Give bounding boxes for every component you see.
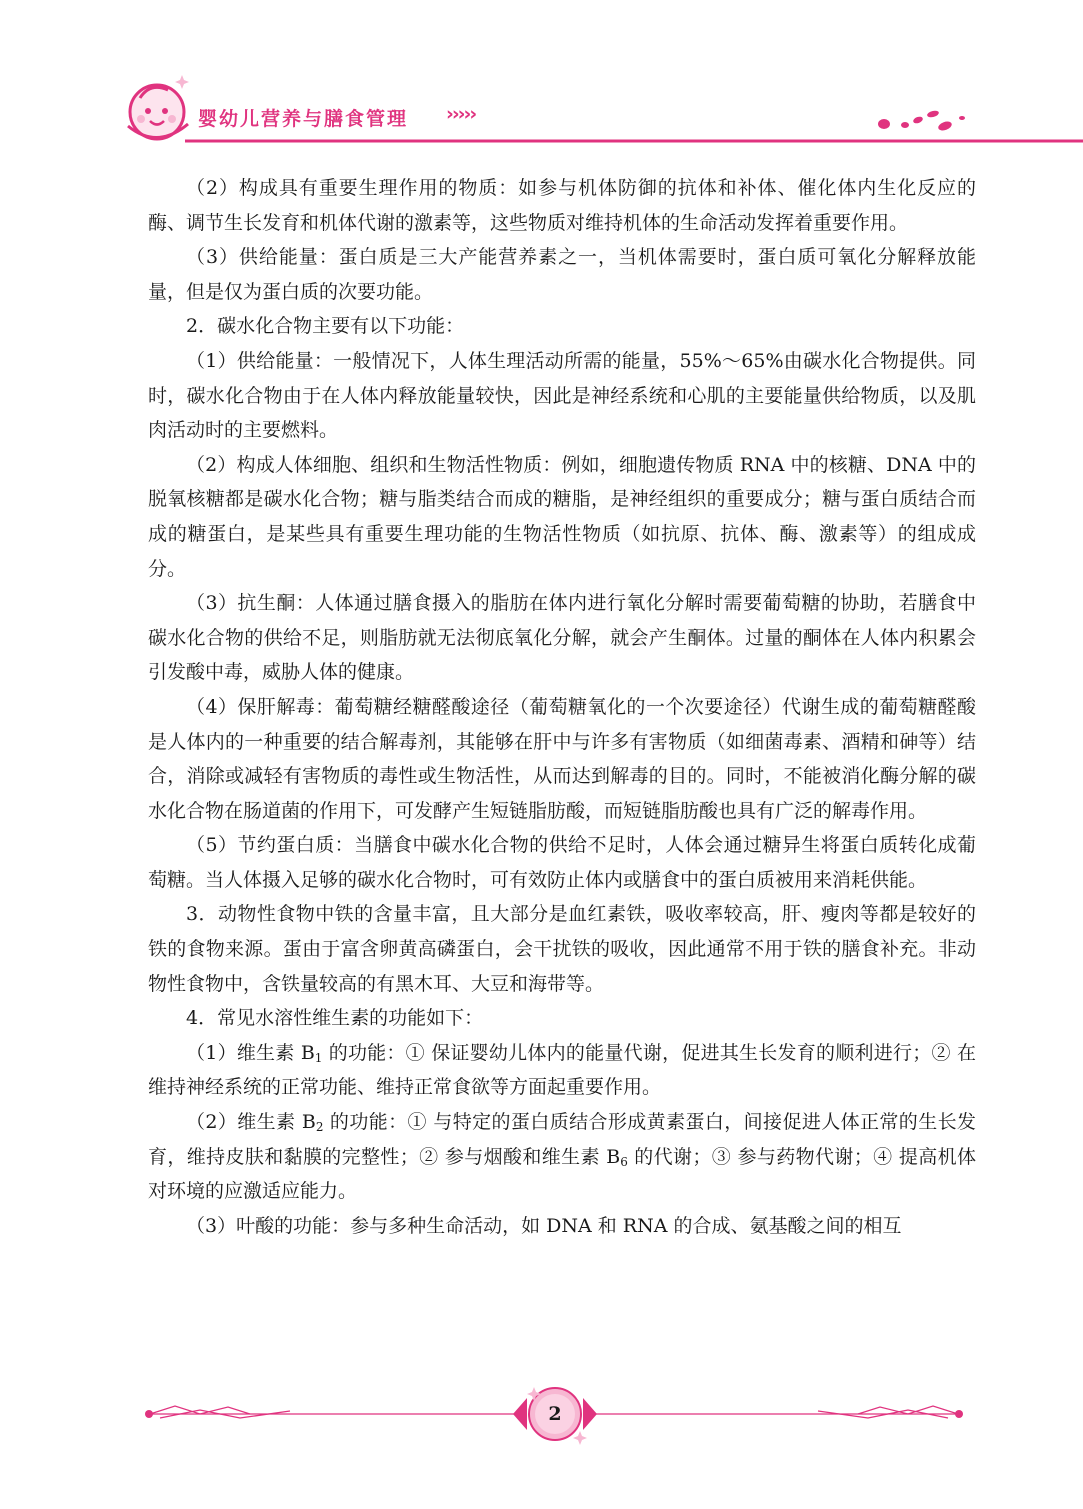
paragraph-text: 的功能：① 保证婴幼儿体内的能量代谢，促进其生长发育的顺利进行；② 在维持神经系统的正常功能、维持正常食欲等方面起重要作用。: [148, 1041, 976, 1099]
paragraph-text: （3）供给能量：蛋白质是三大产能营养素之一，当机体需要时，蛋白质可氧化分解释放能量，但是仅为蛋白质的次要功能。: [148, 246, 976, 303]
paragraph-text: （2）构成具有重要生理作用的物质：如参与机体防御的抗体和补体、催化体内生化反应的酶、调节生长发育和机体代谢的激素等，这些物质对维持机体的生命活动发挥着重要作用。: [148, 177, 976, 234]
paragraph-text: （3）叶酸的功能：参与多种生命活动，如 DNA 和 RNA 的合成、氨基酸之间的相互: [186, 1214, 902, 1237]
paragraph-text: 3．动物性食物中铁的含量丰富，且大部分是血红素铁，吸收率较高，肝、瘦肉等都是较好的铁的食物来源。蛋由于富含卵黄高磷蛋白，会干扰铁的吸收，因此通常不用于铁的膳食补充。非动物性食物中，含铁量较高的有黑木耳、大豆和海带等。: [148, 903, 976, 995]
page-number: 2: [548, 1403, 562, 1425]
chevron-arrows-icon: ›››››: [446, 103, 476, 125]
paragraph-text: （1）供给能量：一般情况下，人体生理活动所需的能量，55%～65%由碳水化合物提供。同时，碳水化合物由于在人体内释放能量较快，因此是神经系统和心肌的主要能量供给物质，以及肌肉活动时的主要燃料。: [148, 349, 976, 442]
petal-decoration-icon: [878, 110, 965, 133]
header-decoration: [0, 0, 1083, 150]
paragraph-text: （3）抗生酮：人体通过膳食摄入的脂肪在体内进行氧化分解时需要葡萄糖的协助，若膳食中碳水化合物的供给不足，则脂肪就无法彻底氧化分解，就会产生酮体。过量的酮体在人体内积累会引发酸中毒，威胁人体的健康。: [148, 592, 976, 684]
paragraph-text: （1）维生素 B: [186, 1041, 315, 1064]
subscript: 6: [620, 1154, 628, 1169]
paragraph: [148, 1001, 976, 1036]
paragraph: [148, 828, 976, 897]
paragraph: [148, 897, 976, 1001]
page-header: [0, 0, 1083, 150]
paragraph: [148, 171, 976, 240]
paragraph-text: 的代谢；③ 参与药物代谢；④ 提高机体对环境的应激适应能力。: [148, 1145, 977, 1203]
baby-logo-icon: [128, 75, 189, 139]
subscript: 2: [315, 1120, 324, 1135]
book-title: 婴幼儿营养与膳食管理: [198, 108, 409, 130]
paragraph-text: （2）维生素 B: [186, 1111, 316, 1134]
paragraph-text: 的功能：① 与特定的蛋白质结合形成黄素蛋白，间接促进人体正常的生长发育，维持皮肤和黏膜的完整性；② 参与烟酸和维生素 B: [148, 1111, 976, 1168]
paragraph-text: （2）构成人体细胞、组织和生物活性物质：例如，细胞遗传物质 RNA 中的核糖、DNA 中的脱氧核糖都是碳水化合物；糖与脂类结合而成的糖脂，是神经组织的重要成分；糖与蛋白质结合而成的糖蛋白，是某些具有重要生理功能的生物活性物质（如抗原、抗体、酶、激素等）的组成成分。: [148, 453, 976, 580]
paragraph-text: 4．常见水溶性维生素的功能如下：: [186, 1007, 484, 1030]
body-text: [148, 171, 976, 1243]
paragraph: [148, 1036, 976, 1105]
paragraph-text: 2．碳水化合物主要有以下功能：: [186, 315, 465, 338]
subscript: 1: [314, 1050, 323, 1065]
paragraph: [148, 240, 976, 309]
paragraph: [148, 586, 976, 690]
paragraph: [148, 1209, 976, 1244]
paragraph-text: （4）保肝解毒：葡萄糖经糖醛酸途径（葡萄糖氧化的一个次要途径）代谢生成的葡萄糖醛酸是人体内的一种重要的结合解毒剂，其能够在肝中与许多有害物质（如细菌毒素、酒精和砷等）结合，消除或减轻有害物质的毒性或生物活性，从而达到解毒的目的。同时，不能被消化酶分解的碳水化合物在肠道菌的作用下，可发酵产生短链脂肪酸，而短链脂肪酸也具有广泛的解毒作用。: [148, 695, 976, 822]
paragraph-text: （5）节约蛋白质：当膳食中碳水化合物的供给不足时，人体会通过糖异生将蛋白质转化成葡萄糖。当人体摄入足够的碳水化合物时，可有效防止体内或膳食中的蛋白质被用来消耗供能。: [148, 834, 976, 891]
paragraph: [148, 1105, 976, 1209]
paragraph: [148, 309, 976, 344]
paragraph: [148, 448, 976, 586]
paragraph: [148, 690, 976, 828]
paragraph: [148, 344, 976, 448]
